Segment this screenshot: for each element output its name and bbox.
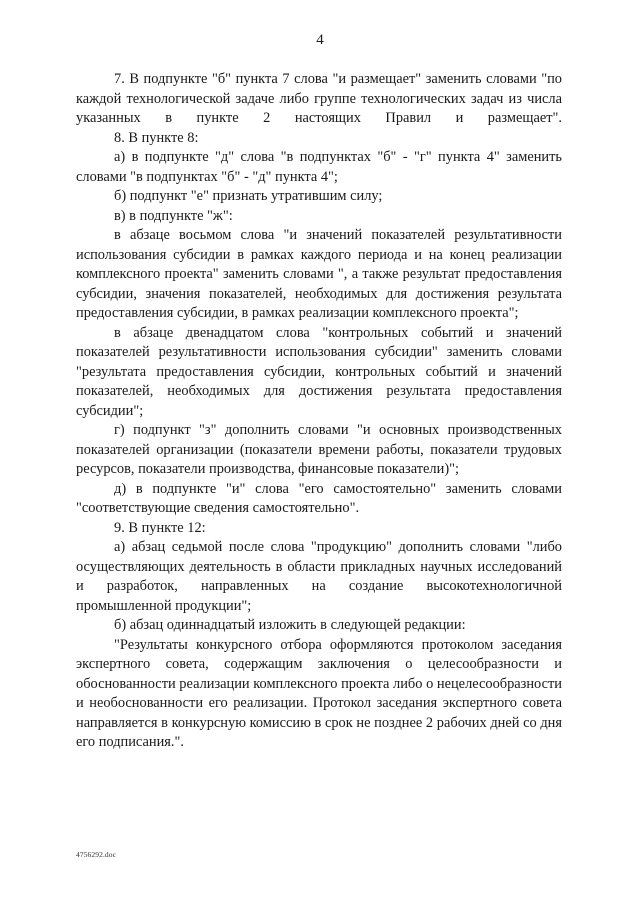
paragraph-item-9-heading: 9. В пункте 12:: [114, 519, 206, 536]
paragraph-item-8-heading: 8. В пункте 8:: [114, 129, 199, 146]
paragraph-subitem-8g: г) подпункт "з" дополнить словами "и основных производственных показателей организации (показатели времени работы, показатели трудовых ресурсов, показатели производства, финансовые показатели)";: [76, 422, 562, 477]
paragraph-item-7: 7. В подпункте "б" пункта 7 слова "и размещает" заменить словами "по каждой технологической задаче либо группе технологических задач из числа указанных в пункте 2 настоящих Правил и размещает".: [76, 71, 562, 126]
document-file-id: 4756292.doc: [76, 850, 117, 859]
paragraph-subitem-8a: а) в подпункте "д" слова "в подпунктах "б" - "г" пункта 4" заменить словами "в подпунктах "б" - "д" пункта 4";: [76, 149, 562, 185]
paragraph-subitem-9a: а) абзац седьмой после слова "продукцию" дополнить словами "либо осуществляющих деятельность в области прикладных научных исследований и разработок, направленных на создание высокотехнологичной промышленной продукции";: [76, 539, 562, 614]
paragraph-subitem-9b: б) абзац одиннадцатый изложить в следующей редакции:: [114, 617, 466, 633]
paragraph-8v-abzats-12: в абзаце двенадцатом слова "контрольных событий и значений показателей результативности использования субсидии" заменить словами "результата предоставления субсидии, контрольных событий и значений показателей, необходимых для достижения результата предоставления субсидии";: [76, 324, 562, 419]
paragraph-subitem-8v: в) в подпункте "ж":: [114, 207, 233, 224]
document-body: [76, 70, 562, 753]
paragraph-new-abzats-text: "Результаты конкурсного отбора оформляются протоколом заседания экспертного совета, содержащим заключения о целесообразности и обоснованности реализации комплексного проекта либо о нецелесообразности и необоснованности его реализации. Протокол заседания экспертного совета направляется в конкурсную комиссию в срок не позднее 2 рабочих дней со дня его подписания.".: [76, 636, 562, 750]
paragraph-subitem-8b: б) подпункт "е" признать утратившим силу;: [114, 188, 383, 204]
paragraph-8v-abzats-8: в абзаце восьмом слова "и значений показателей результативности использования субсидии в рамках каждого периода и на конец реализации комплексного проекта" заменить словами ", а также результат предоставления субсидии, значения показателей, необходимых для достижения результата предоставления субсидии, в рамках реализации комплексного проекта";: [76, 227, 562, 321]
paragraph-subitem-8d: д) в подпункте "и" слова "его самостоятельно" заменить словами "соответствующие сведения самостоятельно".: [76, 480, 562, 516]
page-number: 4: [316, 32, 324, 48]
